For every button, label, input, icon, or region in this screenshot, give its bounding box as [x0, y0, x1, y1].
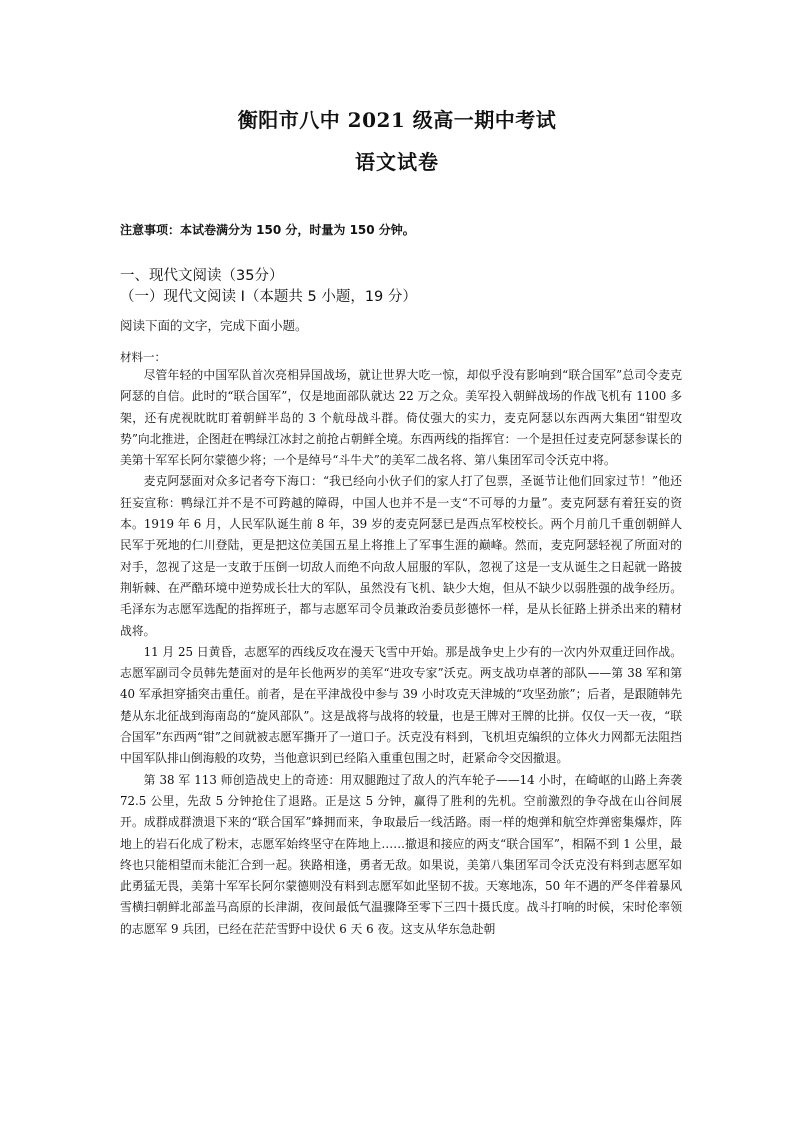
paragraph: 第 38 军 113 师创造战史上的奇迹：用双腿跑过了敌人的汽车轮子——14 小时，在崎岖的山路上奔袭 72.5 公里，先敌 5 分钟抢住了退路。正是这 5 分钟，赢得了胜利的先机。空前激烈的争夺战在山谷间展开。成群成群溃退下来的“联合国军”蜂拥而来，争取最后一线活路。雨一样的炮弹和航空炸弹密集爆炸，阵地上的岩石化成了粉末，志愿军始终坚守在阵地上……撤退和接应的两支“联合国军”，相隔不到 1 公里，最终也只能相望而未能汇合到一起。狭路相逢，勇者无敌。如果说，美第八集团军司令沃克没有料到志愿军如此勇猛无畏，美第十军军长阿尔蒙德则没有料到志愿军如此坚韧不拔。天寒地冻，50 年不遇的严冬伴着暴风雪横扫朝鲜北部盖马高原的长津湖，夜间最低气温骤降至零下三四十摄氏度。战斗打响的时候，宋时伦率领的志愿军 9 兵团，已经在茫茫雪野中设伏 6 天 6 夜。这支从华东急赴朝: [120, 772, 682, 936]
exam-title: 衡阳市八中 2021 级高一期中考试: [237, 108, 557, 132]
reading-instruction: 阅读下面的文字，完成下面小题。: [120, 318, 308, 333]
paragraph: 11 月 25 日黄昏，志愿军的西线反攻在漫天飞雪中开始。那是战争史上少有的一次内外双重迂回作战。志愿军副司令员韩先楚面对的是年长他两岁的美军“进攻专家”沃克。两支战功卓著的部队——第 38 军和第 40 军承担穿插突击重任。前者，是在平津战役中参与 39 小时攻克天津城的“攻坚劲旅”；后者，是跟随韩先楚从东北征战到海南岛的“旋风部队”。这是战将与战将的较量，也是王牌对王牌的比拼。仅仅一天一夜，“联合国军”东西两“钳”之间就被志愿军撕开了一道口子。沃克没有料到，飞机坦克编织的立体火力网都无法阻挡中国军队排山倒海般的攻势，当他意识到已经陷入重重包围之时，赶紧命令交因撤退。: [120, 644, 682, 766]
section-subheading: （一）现代文阅读 I（本题共 5 小题，19 分）: [120, 289, 417, 305]
paragraph: 麦克阿瑟面对众多记者夸下海口：“我已经向小伙子们的家人打了包票，圣诞节让他们回家过节！”他还狂妄宣称：鸭绿江并不是不可跨越的障碍，中国人也并不是一支“不可辱的力量”。麦克阿瑟有着狂妄的资本。1919 年 6 月，人民军队诞生前 8 年，39 岁的麦克阿瑟已是西点军校校长。两个月前几千重创朝鲜人民军于死地的仁川登陆，更是把这位美国五星上将推上了军事生涯的巅峰。然而，麦克阿瑟轻视了所面对的对手，忽视了这是一支敢于压倒一切敌人而绝不向敌人屈服的军队，忽视了这是一支从诞生之日起就一路披荆斩棘、在严酷环境中逆势成长壮大的军队，虽然没有飞机、缺少大炮，但从不缺少以弱胜强的战争经历。毛泽东为志愿军选配的指挥班子，都与志愿军司令员兼政治委员彭德怀一样，是从长征路上拼杀出来的精材战将。: [120, 474, 682, 638]
exam-notice: 注意事项：本试卷满分为 150 分，时量为 150 分钟。: [120, 223, 415, 237]
material-label: 材料一：: [120, 350, 166, 364]
section-heading: 一、现代文阅读（35分）: [120, 268, 284, 284]
paragraph: 尽管年轻的中国军队首次亮相异国战场，就让世界大吃一惊，却似乎没有影响到“联合国军”总司令麦克阿瑟的自信。此时的“联合国军”，仅是地面部队就达 22 万之众。美军投入朝鲜战场的作战飞机有 1100 多架，还有虎视眈眈盯着朝鲜半岛的 3 个航母战斗群。倚仗强大的实力，麦克阿瑟以东西两大集团“钳型攻势”向北推进，企图赶在鸭绿江冰封之前抢占朝鲜全境。东西两线的指挥官：一个是担任过麦克阿瑟参谋长的美第十军军长阿尔蒙德少将；一个是绰号“斗牛犬”的美军二战名将、第八集团军司令沃克中将。: [120, 368, 682, 468]
exam-subtitle: 语文试卷: [355, 150, 439, 174]
material-body: [120, 365, 682, 940]
